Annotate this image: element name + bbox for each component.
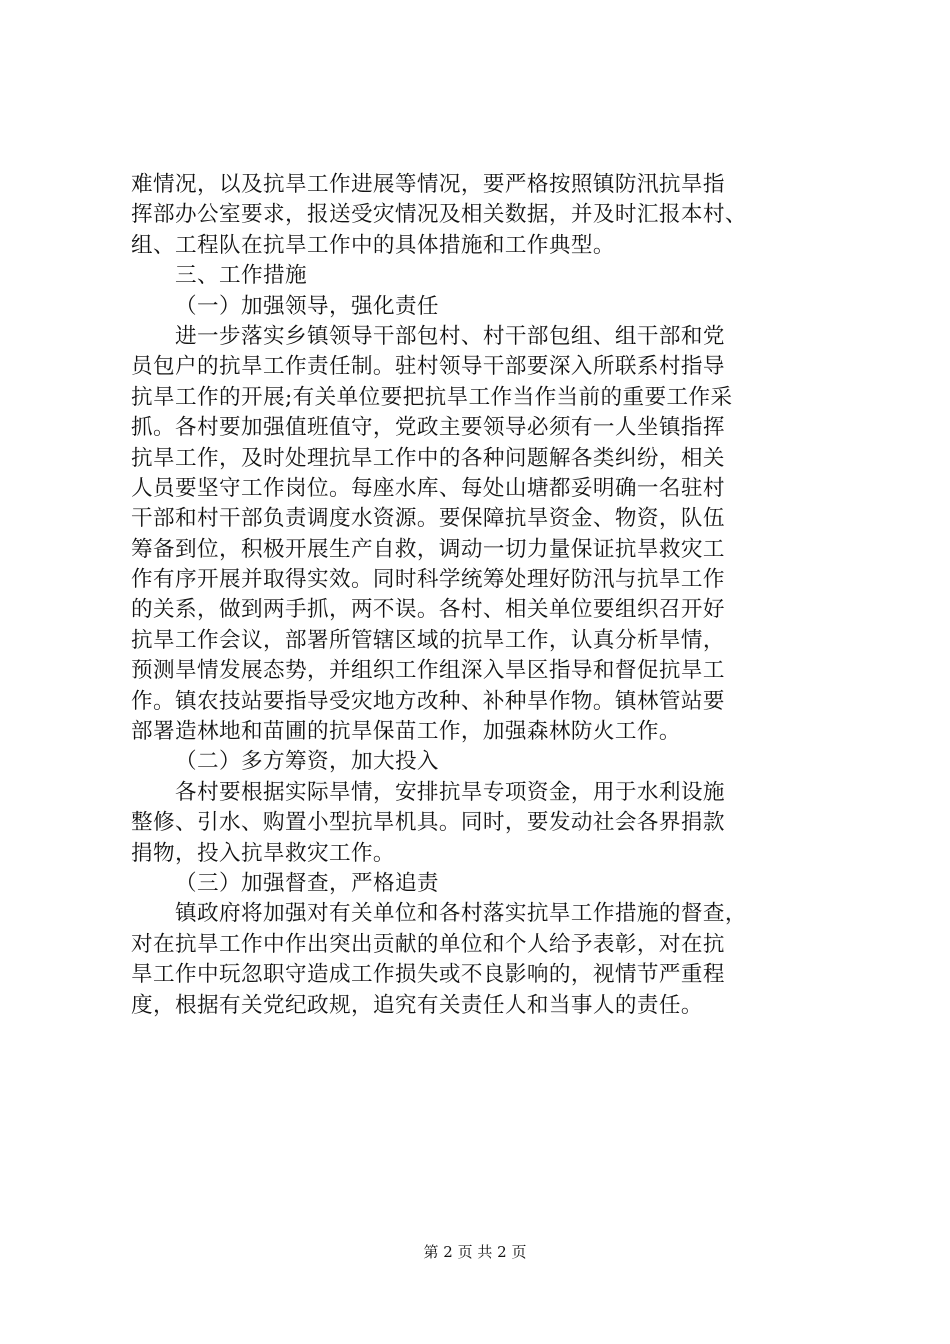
text-line: 抗旱工作的开展;有关单位要把抗旱工作当作当前的重要工作采: [131, 384, 733, 410]
text-line: 干部和村干部负责调度水资源。要保障抗旱资金、物资，队伍: [131, 506, 725, 532]
document-body: [131, 170, 831, 1021]
text-line: 组、工程队在抗旱工作中的具体措施和工作典型。: [131, 232, 615, 258]
text-line: 抗旱工作，及时处理抗旱工作中的各种问题解各类纠纷，相关: [131, 445, 725, 471]
text-line: 难情况，以及抗旱工作进展等情况，要严格按照镇防汛抗旱指: [131, 172, 725, 197]
text-line: 预测旱情发展态势，并组织工作组深入旱区指导和督促抗旱工: [131, 658, 725, 684]
text-line: 部署造林地和苗圃的抗旱保苗工作，加强森林防火工作。: [131, 719, 681, 745]
text-line: 的关系，做到两手抓，两不误。各村、相关单位要组织召开好: [131, 597, 725, 623]
text-line: 各村要根据实际旱情，安排抗旱专项资金，用于水利设施: [175, 779, 725, 805]
text-line: （二）多方筹资，加大投入: [175, 749, 439, 775]
text-line: 作。镇农技站要指导受灾地方改种、补种旱作物。镇林管站要: [131, 688, 725, 714]
text-line: 旱工作中玩忽职守造成工作损失或不良影响的，视情节严重程: [131, 962, 725, 988]
text-line: 三、工作措施: [175, 263, 307, 289]
text-line: 人员要坚守工作岗位。每座水库、每处山塘都妥明确一名驻村: [131, 475, 725, 501]
text-line: 进一步落实乡镇领导干部包村、村干部包组、组干部和党: [175, 323, 725, 349]
text-line: 度，根据有关党纪政规，追究有关责任人和当事人的责任。: [131, 992, 703, 1018]
text-line: 整修、引水、购置小型抗旱机具。同时，要发动社会各界捐款: [131, 810, 725, 836]
text-line: 抓。各村要加强值班值守，党政主要领导必须有一人坐镇指挥: [131, 415, 725, 441]
text-line: 员包户的抗旱工作责任制。驻村领导干部要深入所联系村指导: [131, 354, 725, 380]
text-line: 筹备到位，积极开展生产自救，调动一切力量保证抗旱救灾工: [131, 536, 725, 562]
page-footer: 第 2 页 共 2 页: [423, 1243, 527, 1261]
text-line: （三）加强督查，严格追责: [175, 870, 439, 896]
text-line: 作有序开展并取得实效。同时科学统筹处理好防汛与抗旱工作: [131, 567, 725, 593]
text-line: 镇政府将加强对有关单位和各村落实抗旱工作措施的督查，: [175, 901, 747, 927]
text-line: 抗旱工作会议，部署所管辖区域的抗旱工作，认真分析旱情，: [131, 627, 725, 653]
text-line: 对在抗旱工作中作出突出贡献的单位和个人给予表彰，对在抗: [131, 931, 725, 957]
text-line: （一）加强领导，强化责任: [175, 293, 439, 319]
text-line: 挥部办公室要求，报送受灾情况及相关数据，并及时汇报本村、: [131, 202, 747, 228]
text-line: 捐物，投入抗旱救灾工作。: [131, 840, 395, 866]
